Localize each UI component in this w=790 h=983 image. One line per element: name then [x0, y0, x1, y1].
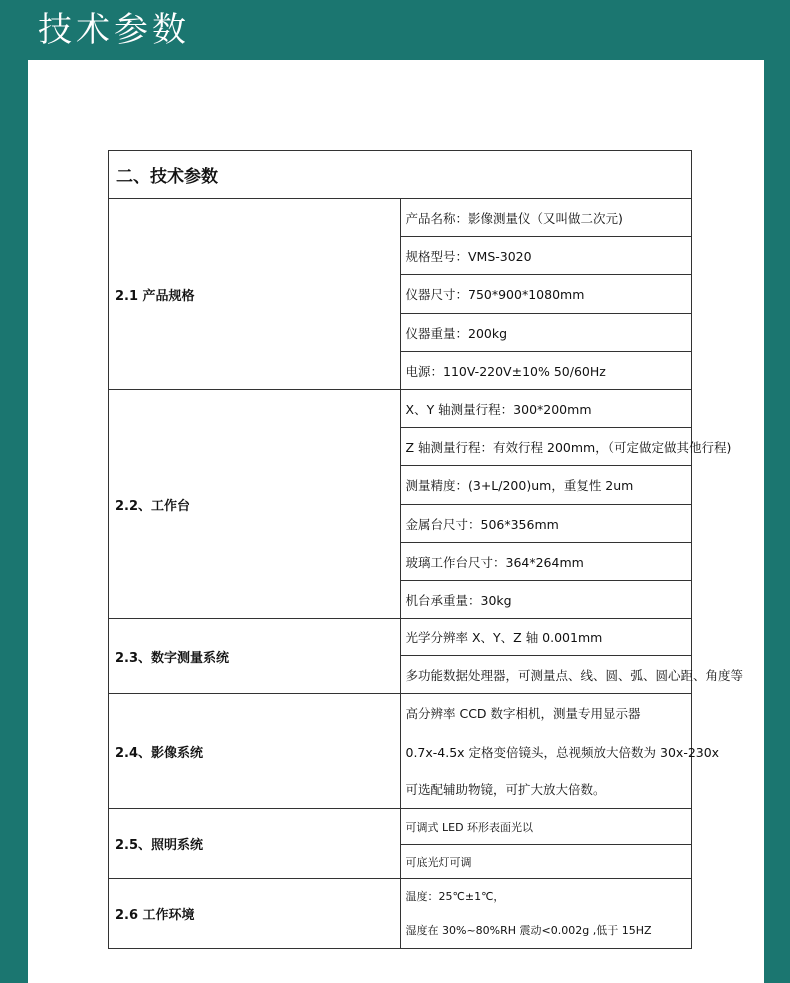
spec-item: 电源：110V-220V±10% 50/60Hz: [400, 352, 692, 390]
spec-item: 可选配辅助物镜，可扩大放大倍数。: [400, 771, 692, 809]
spec-item: 光学分辨率 X、Y、Z 轴 0.001mm: [400, 619, 692, 656]
spec-item: 玻璃工作台尺寸：364*264mm: [400, 543, 692, 581]
spec-item: X、Y 轴测量行程：300*200mm: [400, 390, 692, 428]
spec-item: 金属台尺寸：506*356mm: [400, 505, 692, 543]
spec-item: 测量精度：(3+L/200)um，重复性 2um: [400, 466, 692, 505]
group-label-product-spec: 2.1 产品规格: [109, 199, 401, 390]
group-label-imaging: 2.4、影像系统: [109, 694, 401, 809]
spec-item: 仪器尺寸：750*900*1080mm: [400, 275, 692, 314]
group-label-environment: 2.6 工作环境: [109, 879, 401, 949]
group-label-lighting: 2.5、照明系统: [109, 809, 401, 879]
spec-item: 可底光灯可调: [400, 845, 692, 879]
spec-table: [108, 150, 744, 949]
spec-item: 温度：25℃±1℃，: [400, 879, 692, 913]
spec-item: 仪器重量：200kg: [400, 314, 692, 352]
spec-item: 产品名称：影像测量仪（又叫做二次元): [400, 199, 692, 237]
spec-item: Z 轴测量行程：有效行程 200mm，（可定做定做其他行程): [400, 428, 692, 466]
spec-item: 可调式 LED 环形表面光以: [400, 809, 692, 845]
spec-item: 机台承重量：30kg: [400, 581, 692, 619]
page-title: 技术参数: [38, 10, 190, 50]
spec-item: 湿度在 30%~80%RH 震动<0.002g ,低于 15HZ: [400, 913, 692, 949]
spec-item: 0.7x-4.5x 定格变倍镜头，总视频放大倍数为 30x-230x: [400, 733, 692, 771]
spec-item: 规格型号：VMS-3020: [400, 237, 692, 275]
group-label-worktable: 2.2、工作台: [109, 390, 401, 619]
group-label-digital-measurement: 2.3、数字测量系统: [109, 619, 401, 694]
spec-item: 高分辨率 CCD 数字相机，测量专用显示器: [400, 694, 692, 733]
spec-item: 多功能数据处理器，可测量点、线、圆、弧、圆心距、角度等: [400, 656, 692, 694]
table-title: 二、技术参数: [109, 151, 692, 199]
